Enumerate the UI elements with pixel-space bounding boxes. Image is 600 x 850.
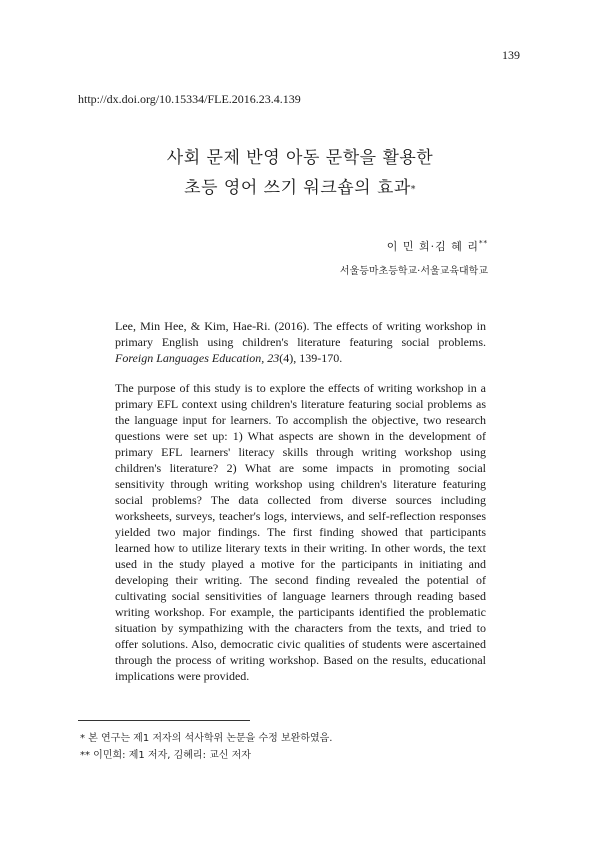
- author-names-text: 이 민 희·김 혜 리: [386, 240, 479, 253]
- title-line-1: 사회 문제 반영 아동 문학을 활용한: [166, 148, 434, 168]
- citation-suffix: (4), 139-170.: [279, 351, 343, 365]
- citation: [115, 318, 486, 366]
- footnote-1: * 본 연구는 제1 저자의 석사학위 논문을 수정 보완하였음.: [80, 733, 333, 744]
- author-affiliation: 서울등마초등학교·서울교육대학교: [339, 266, 488, 277]
- title-footnote-marker: *: [410, 185, 416, 195]
- abstract: The purpose of this study is to explore the effects of writing workshop in a primary EFL context using children's literature featuring social problems as the language input for learners. To accomplish the objective, two research questions were set up: 1) What aspects are shown in the development of primary EFL learners' literacy skills through writing workshop using children's literature? 2) What are some impacts in promoting social sensitivity through writing workshop using children's literature featuring social problems? The data collected from diverse sources including worksheets, surveys, teacher's logs, interviews, and self-reflection responses yielded two major findings. The first finding showed that participants learned how to utilize literary texts in their writing. In other words, the text used in the study played a motive for the participants in initiating and developing their writing. The second finding revealed the potential of cultivating social sensitivities of language learners through reading based writing workshop. For example, the participants identified the problematic situation by sympathizing with the characters from the texts, and tried to offer solutions. Also, democratic civic qualities of students were ascertained through the process of writing workshop. Based on the results, educational implications were provided.: [115, 381, 486, 683]
- paper-title: [0, 143, 600, 203]
- title-line-2-text: 초등 영어 쓰기 워크숍의 효과: [184, 178, 411, 198]
- title-line-2: [0, 173, 600, 203]
- author-footnote-marker: **: [479, 239, 488, 248]
- author-names: [387, 238, 488, 254]
- page-number: 139: [502, 48, 520, 62]
- footnote-divider: [78, 720, 250, 721]
- citation-journal: Foreign Languages Education, 23: [115, 351, 280, 365]
- doi-link[interactable]: http://dx.doi.org/10.15334/FLE.2016.23.4.139: [78, 92, 301, 106]
- footnote-2: ** 이민희: 제1 저자, 김혜리: 교신 저자: [80, 750, 251, 761]
- citation-prefix: Lee, Min Hee, & Kim, Hae-Ri. (2016). The effects of writing workshop in primary English using children's literature featuring social problems.: [115, 319, 486, 349]
